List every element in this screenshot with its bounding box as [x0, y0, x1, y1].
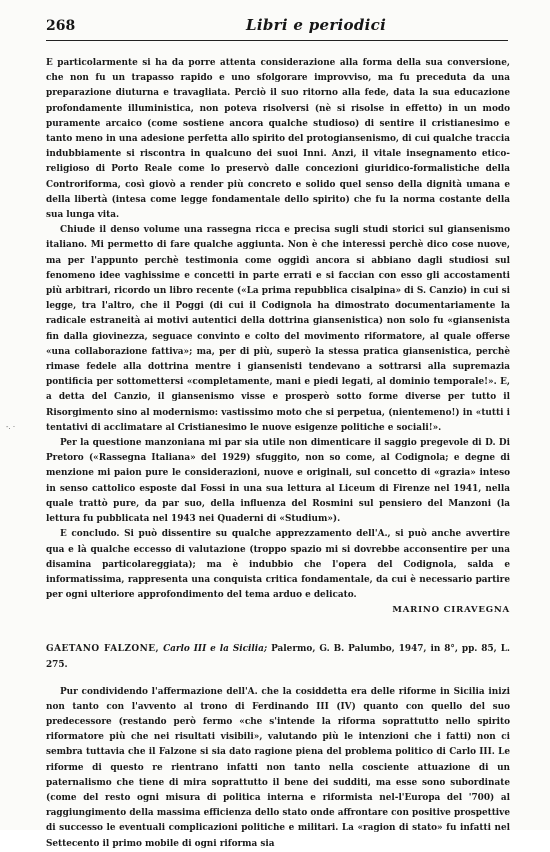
- paragraph-conversion: E particolarmente si ha da porre attenta considerazione alla forma della sua conversione, che non fu un trapasso rapido e uno sfolgorare improvviso, ma fu preceduta da una preparazione diuturna e travagliata. Perciò il suo ritorno alla fede, data la sua educazione profondamente illuministica, non poteva risolversi (nè si risolse in effetto) in un modo puramente arcaico (come sostiene ancora qualche studioso) di sentire il cristianesimo e tanto meno in una adesione perfetta allo spirito del protogiansenismo, di cui qualche traccia indubbiamente si riscontra in qualcuno dei suoi Inni. Anzi, il vitale insegnamento etico-religioso di Porto Reale come lo preservò dalle concezioni giuridico-formalistiche della Controriforma, così giovò a render più concreto e solido quel senso della dignità umana e della libertà (intesa come legge fondamentale dello spirito) che fu la norma costante della sua lunga vita.: [46, 58, 510, 221]
- paragraph-rassegna: Chiude il denso volume una rassegna ricca e precisa sugli studi storici sul giansenismo italiano. Mi permetto di fare qualche aggiunta. Non è che interessi perchè dico cose nuove, ma per l'appunto perchè testimonia come oggidì ancora si abbiano dagli studiosi sul fenomeno idee vaghissime e concetti in parte errati e si faccian con esso gli accostamenti più arbitrari, ricordo un libro recente («La prima repubblica cisalpina» di S. Canzio) in cui si legge, tra l'altro, che il Poggi (di cui il Codignola ha dimostrato documentariamente la radicale estraneità ai motivi autentici della dottrina giansenistica) non solo fu «giansenista fin dalla giovinezza, seguace convinto e colto del movimento riformatore, al quale offerse «una collaborazione fattiva»; ma, per di più, superò la stessa pratica giansenistica, perchè rimase fedele alla dottrina mentre i giansenisti tendevano a sottrarsi alla supremazia pontificia per sottomettersi «completamente, mani e piedi legati, al dominio temporale!». E, a detta del Canzio, il giansenismo visse e prosperò sotto forme diverse per tutto il Risorgimento sino al modernismo: vastissimo moto che si perpetua, (nientemeno!) in «tutti i tentativi di acclimatare al Cristianesimo le nuove esigenze politiche e sociali!».: [46, 225, 510, 433]
- header-rule: [46, 40, 508, 41]
- review-author: GAETANO FALZONE,: [46, 643, 160, 654]
- margin-mark: -. ·: [6, 423, 16, 431]
- page-header: [46, 14, 504, 38]
- review-publication-details: Palermo, G. B. Palumbo, 1947, in 8°, pp. 85, L. 275.: [46, 643, 511, 670]
- paragraph-conclusion: E concludo. Si può dissentire su qualche apprezzamento dell'A., si può anche avvertire qua e là qualche eccesso di valutazione (troppo spazio mi si dovrebbe acconsentire per una disamina particolareggiata); ma è indubbio che l'opera del Codignola, salda e informatissima, rappresenta una conquista critica fondamentale, da cui è necessario partire per ogni ulteriore approfondimento del tema arduo e delicato.: [46, 529, 510, 601]
- review-heading: [46, 641, 510, 673]
- review-book-title: Carlo III e la Sicilia;: [163, 643, 268, 654]
- page-number: 268: [46, 18, 76, 34]
- paragraph-manzoni: Per la questione manzoniana mi par sia utile non dimenticare il saggio pregevole di D. Di Pretoro («Rassegna Italiana» del 1929) sfuggito, non so come, al Codignola; e degne di menzione mi paion pure le considerazioni, nuove e originali, sul concetto di «grazia» inteso in senso cattolico esposte dal Fossi in una sua lettura al Liceum di Firenze nel 1941, nella quale trattò pure, da par suo, della influenza del Rosmini sul pensiero del Manzoni (la lettura fu pubblicata nel 1943 nei Quaderni di «Studium»).: [46, 438, 510, 525]
- running-title: Libri e periodici: [246, 16, 387, 34]
- body-text: [46, 56, 510, 852]
- review-signature: MARINO CIRAVEGNA: [392, 605, 510, 616]
- review-paragraph: Pur condividendo l'affermazione dell'A. che la cosiddetta era delle riforme in Sicilia inizi non tanto con l'avvento al trono di Ferdinando III (IV) quanto con quello del suo predecessore (restando però fermo «che s'intende la riforma soprattutto nello spirito riformatore più che nei risultati visibili», valutando più le intenzioni che i fatti) non ci sembra tuttavia che il Falzone si sia dato ragione piena del problema politico di Carlo III. Le riforme di questo re rientrano infatti non tanto nella cosciente attuazione di un paternalismo che tiene di mira soprattutto il bene dei sudditi, ma esse sono subordinate (come del resto ogni misura di politica interna e riformista nel-l'Europa del '700) al raggiungimento della massima efficienza dello stato onde affrontare con positive prospettive di successo le eventuali complicazioni politiche e militari. La «ragion di stato» fu infatti nel Settecento il primo mobile di ogni riforma sia: [46, 686, 510, 849]
